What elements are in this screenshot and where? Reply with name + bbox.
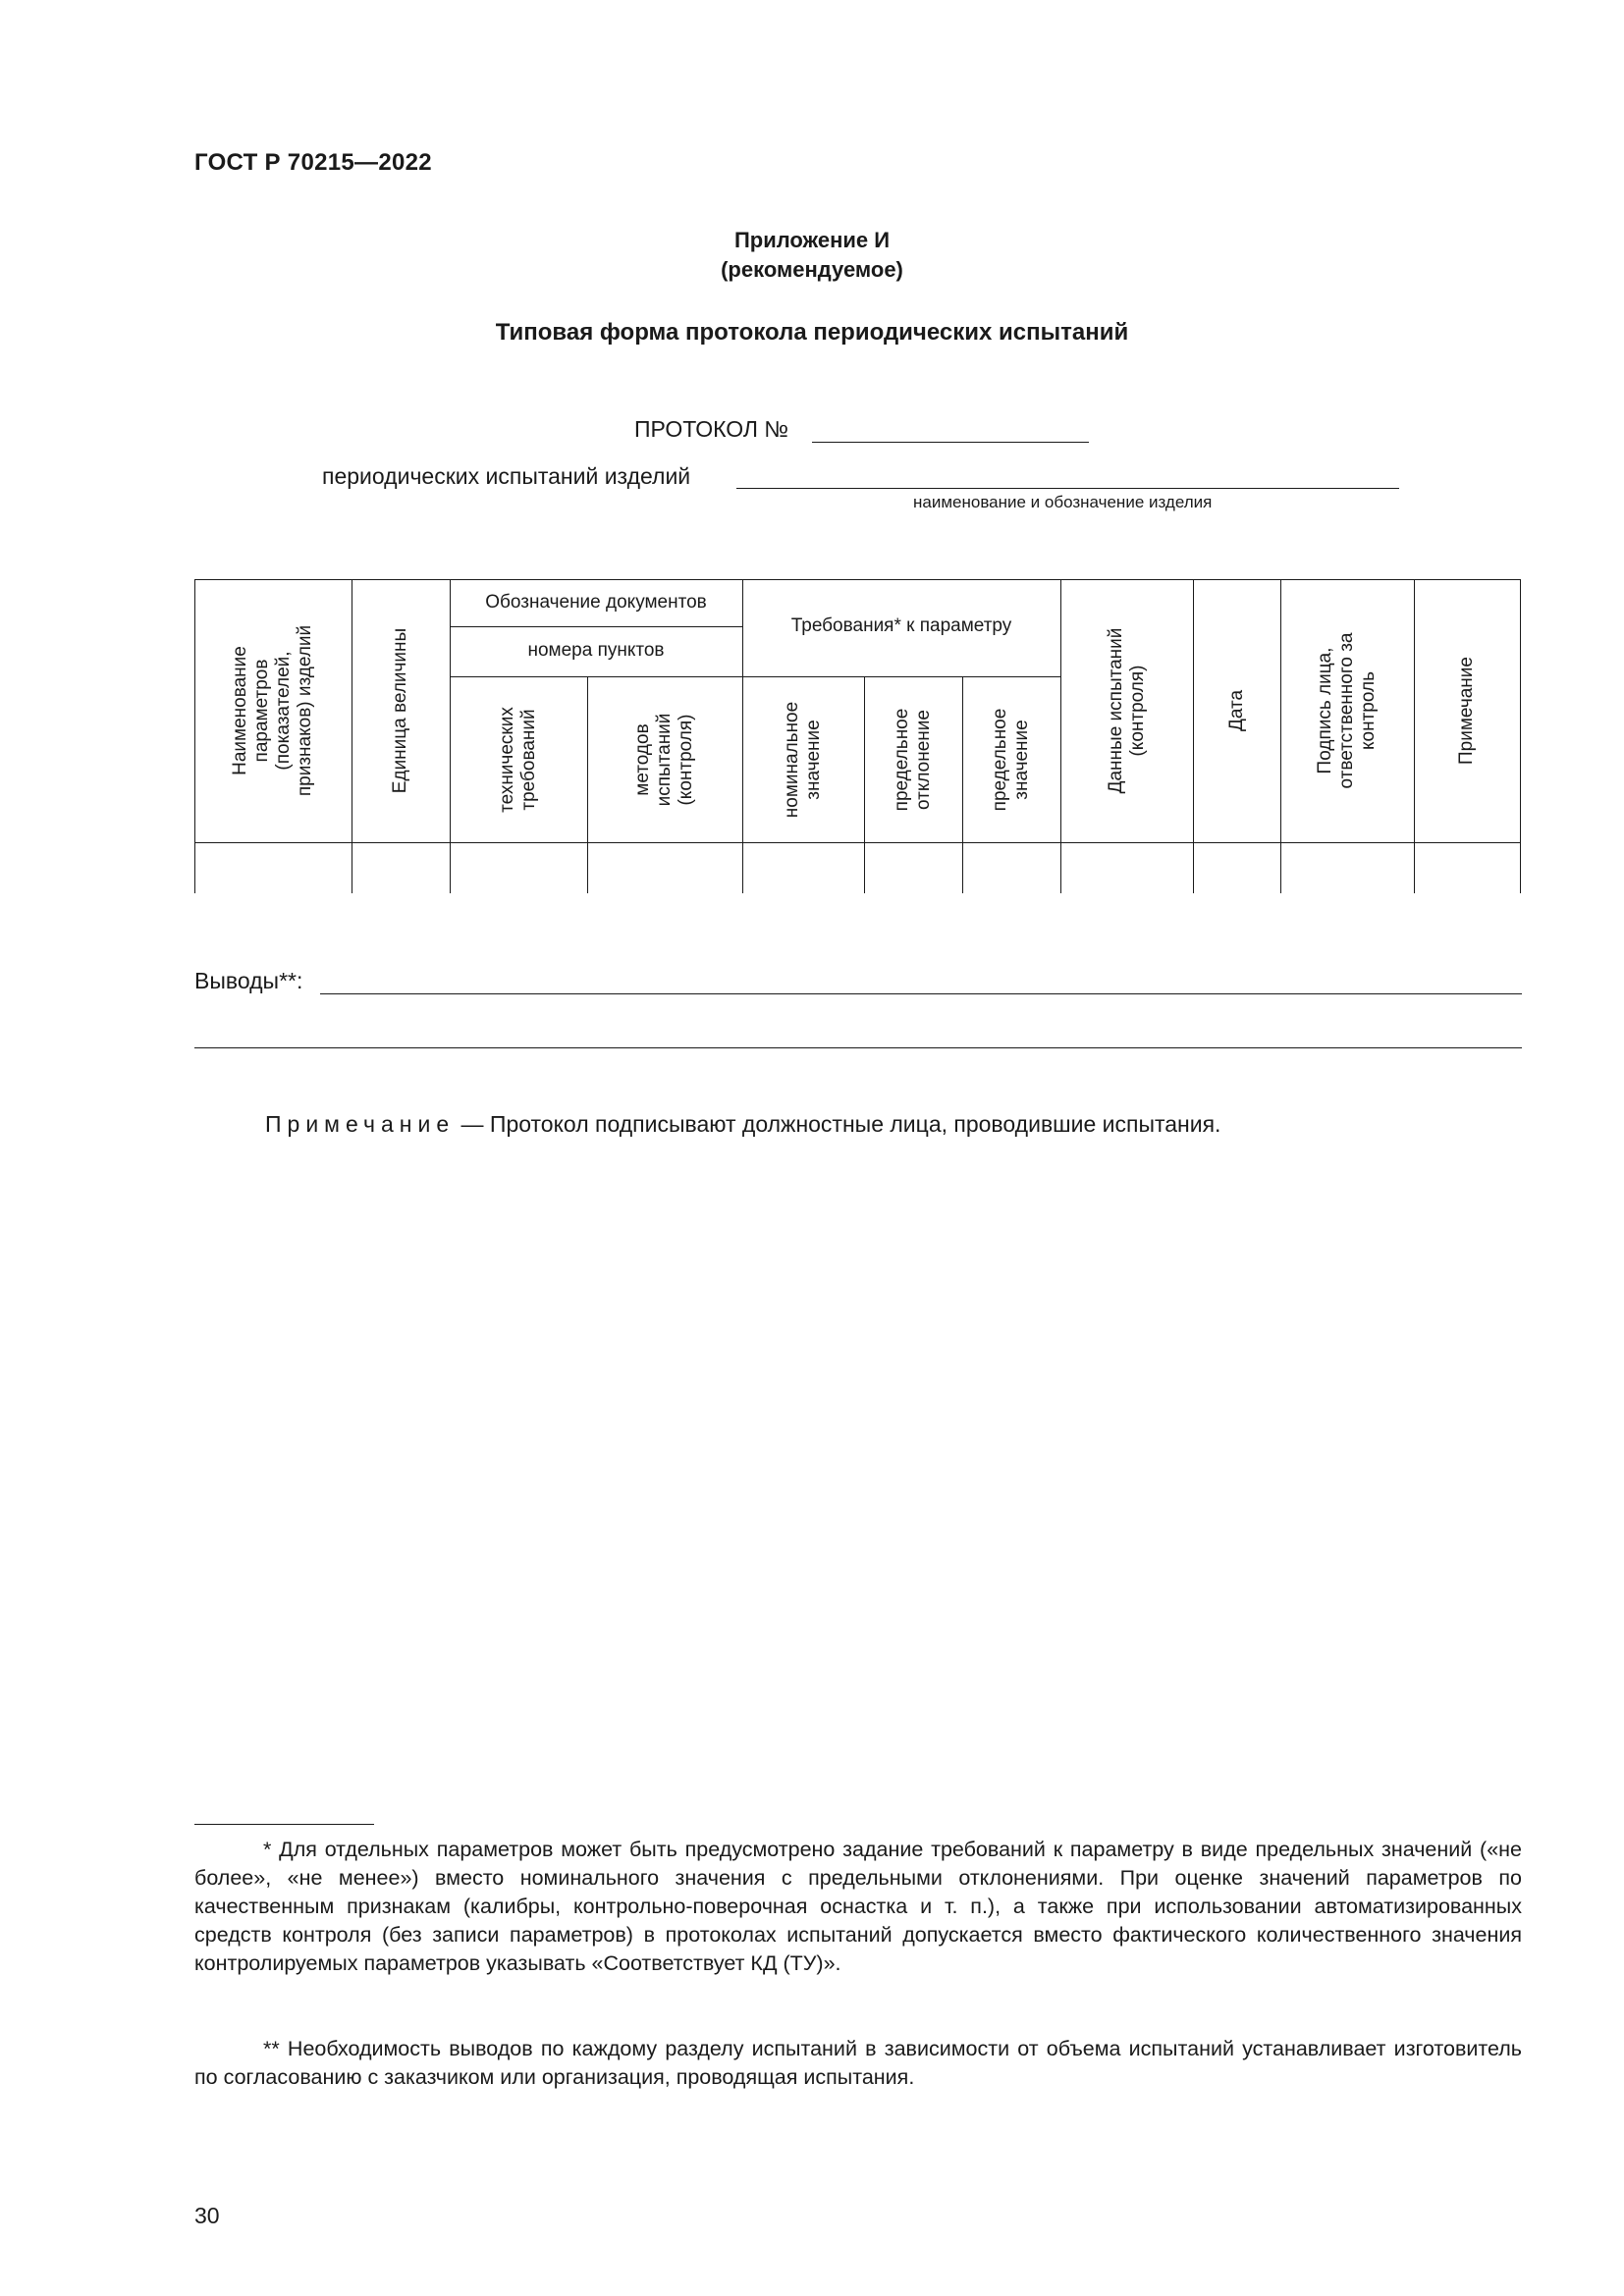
appendix-title: Типовая форма протокола периодических испытаний <box>495 319 1129 346</box>
conclusions-label: Выводы**: <box>194 968 303 993</box>
conclusions-field-line-1[interactable] <box>320 993 1522 994</box>
protocol-subject-label: периодических испытаний изделий <box>322 463 691 489</box>
note-text: — Протокол подписывают должностные лица, проводившие испытания. <box>455 1111 1221 1137</box>
header-item-numbers: номера пунктов <box>527 640 665 661</box>
note <box>265 1111 1220 1138</box>
document-code: ГОСТ Р 70215—2022 <box>194 149 432 176</box>
conclusions-field-line-2[interactable] <box>194 1047 1522 1048</box>
appendix-status: (рекомендуемое) <box>721 257 903 282</box>
header-requirements: Требования* к параметру <box>790 615 1012 636</box>
footnote-separator <box>194 1824 374 1825</box>
protocol-table: Обозначение документов номера пунктов Требования* к параметру Наименование параметров (показателей, признаков) изделий Единица величины технических требований методов испытаний (контроля) номинальное значение предельное отклонение предельное значение Данные испытаний (контроля) Дата Подпись лица, ответственного за контроль Примечание <box>194 579 1520 893</box>
appendix-label: Приложение И <box>733 228 891 252</box>
footnote-1: * Для отдельных параметров может быть предусмотрено задание требований к параметру в виде предельных значений («не более», «не менее») вместо номинального значения с предельными отклонениями. При оценке значений параметров по качественным признакам (калибры, контрольно-поверочная оснастка и т. п.), а также при использовании автоматизированных средств контроля (без записи параметров) в протоколах испытаний допускается вместо фактического количественного значения контролируемых параметров указывать «Соответствует КД (ТУ)». <box>194 1838 1522 1975</box>
header-doc-designation: Обозначение документов <box>485 592 707 613</box>
note-label: Примечание <box>265 1111 456 1137</box>
page-number: 30 <box>194 2203 220 2228</box>
protocol-number-field[interactable] <box>812 442 1089 443</box>
product-name-caption: наименование и обозначение изделия <box>913 493 1213 511</box>
protocol-label: ПРОТОКОЛ № <box>634 416 789 442</box>
product-name-field[interactable] <box>736 488 1399 489</box>
footnote-2: ** Необходимость выводов по каждому разделу испытаний в зависимости от объема испытаний устанавливает изготовитель по согласованию с заказчиком или организация, проводящая испытания. <box>194 2037 1522 2089</box>
